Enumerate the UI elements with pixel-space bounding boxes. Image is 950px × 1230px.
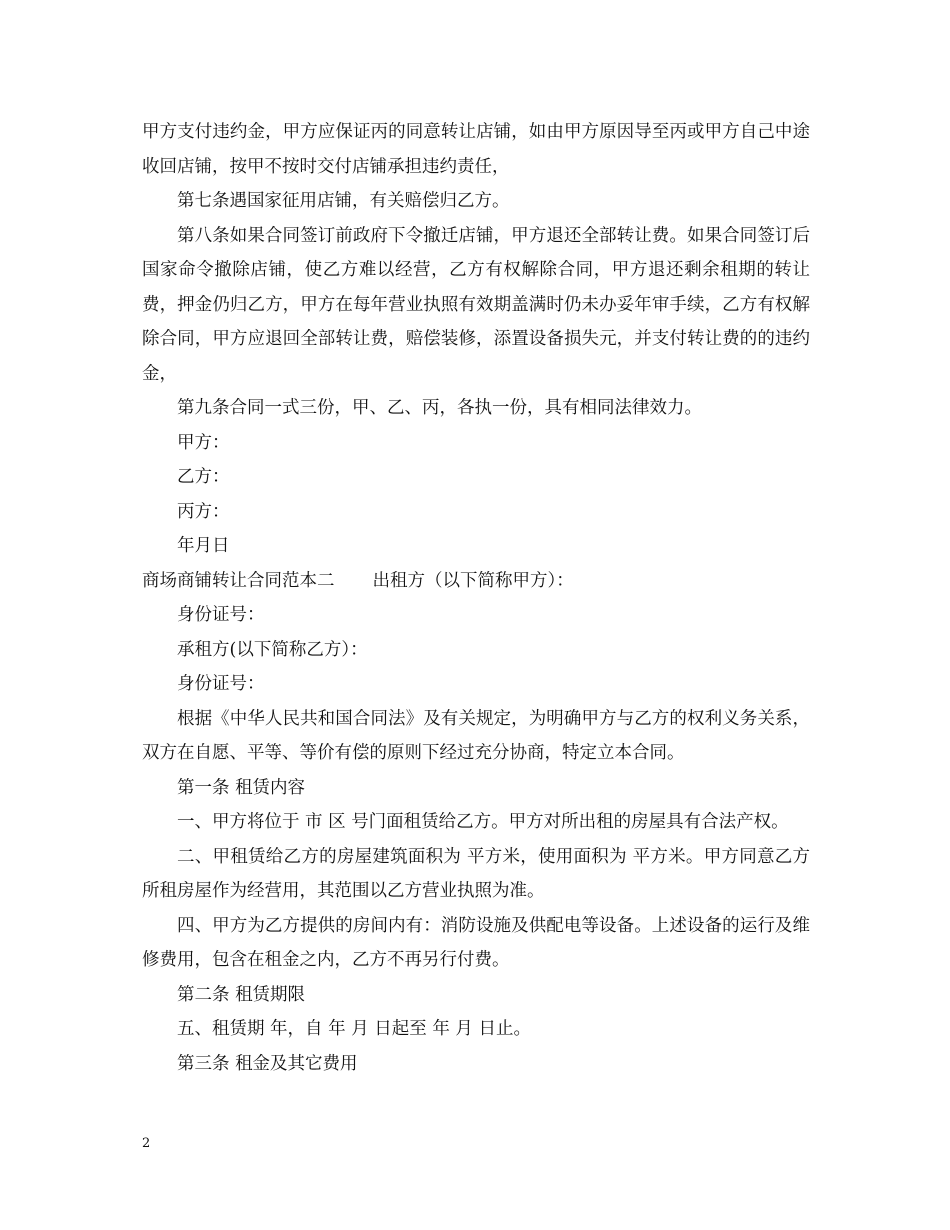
paragraph: 第八条如果合同签订前政府下令撤迁店铺，甲方退还全部转让费。如果合同签订后国家命令撤除店铺，使乙方难以经营，乙方有权解除合同，甲方退还剩余租期的转让费，押金仍归乙方，甲方在每年营业执照有效期盖满时仍未办妥年审手续，乙方有权解除合同，甲方应退回全部转让费，赔偿装修，添置设备损失元，并支付转让费的的违约金， — [142, 225, 810, 384]
page-number: 2 — [142, 1136, 151, 1151]
article-heading: 第二条 租赁期限 — [177, 984, 306, 1005]
section-title: 商场商铺转让合同范本二 — [142, 570, 335, 591]
article-heading: 第一条 租赁内容 — [177, 777, 306, 798]
paragraph: 身份证号： — [177, 605, 265, 625]
date-line: 年月日 — [177, 536, 230, 556]
paragraph: 四、甲方为乙方提供的房间内有：消防设施及供配电等设备。上述设备的运行及维修费用，包含在租金之内，乙方不再另行付费。 — [142, 915, 810, 970]
signature-line-party-a: 甲方： — [177, 432, 230, 453]
paragraph: 第七条遇国家征用店铺，有关赔偿归乙方。 — [177, 191, 510, 211]
paragraph: 五、租赁期 年，自 年 月 日起至 年 月 日止。 — [177, 1019, 531, 1039]
signature-line-party-c: 丙方： — [177, 501, 230, 522]
paragraph: 身份证号： — [177, 674, 265, 694]
paragraph: 甲方支付违约金，甲方应保证丙的同意转让店铺，如由甲方原因导至丙或甲方自己中途收回店铺，按甲不按时交付店铺承担违约责任， — [142, 122, 810, 177]
paragraph: 承租方(以下简称乙方）： — [177, 639, 368, 660]
section-title-line — [142, 564, 810, 599]
document-body — [142, 115, 810, 1081]
paragraph: 一、甲方将位于 市 区 号门面租赁给乙方。甲方对所出租的房屋具有合法产权。 — [177, 812, 789, 832]
paragraph: 二、甲租赁给乙方的房屋建筑面积为 平方米，使用面积为 平方米。甲方同意乙方所租房屋作为经营用，其范围以乙方营业执照为准。 — [142, 846, 810, 901]
signature-line-party-b: 乙方： — [177, 467, 230, 487]
lessor-label: 出租方（以下简称甲方）： — [372, 570, 574, 591]
paragraph: 根据《中华人民共和国合同法》及有关规定，为明确甲方与乙方的权利义务关系，双方在自愿、平等、等价有偿的原则下经过充分协商，特定立本合同。 — [142, 708, 810, 763]
article-heading: 第三条 租金及其它费用 — [177, 1053, 358, 1074]
paragraph: 第九条合同一式三份，甲、乙、丙，各执一份，具有相同法律效力。 — [177, 398, 702, 418]
